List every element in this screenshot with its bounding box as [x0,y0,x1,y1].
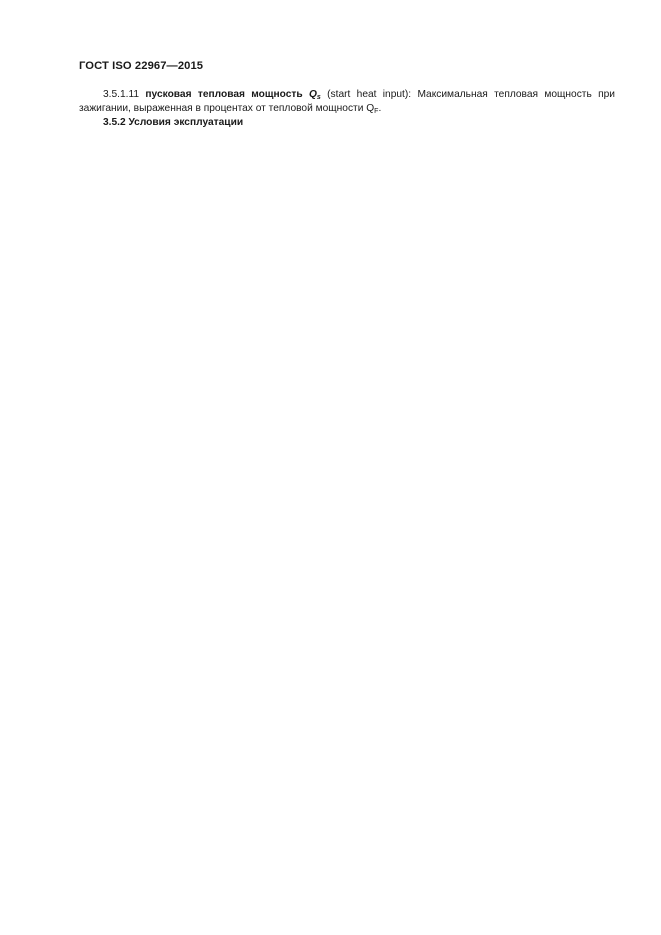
document-body [79,88,615,130]
clause-term: пусковая тепловая мощность [145,89,303,100]
clause-english: (start heat input): [327,89,412,100]
clause-symbol: $Q_s$ [308,89,321,101]
standard-header: ГОСТ ISO 22967—2015 [79,60,204,72]
clause-3-5-1-11 [79,88,615,116]
clause-definition: Максимальная тепловая мощность при зажигании, выраженная в процентах от тепловой мощности $Q_F$. [79,89,615,116]
section-3-5-2-heading: 3.5.2 Условия эксплуатации [103,117,244,129]
clause-number: 3.5.1.11 [103,89,140,100]
